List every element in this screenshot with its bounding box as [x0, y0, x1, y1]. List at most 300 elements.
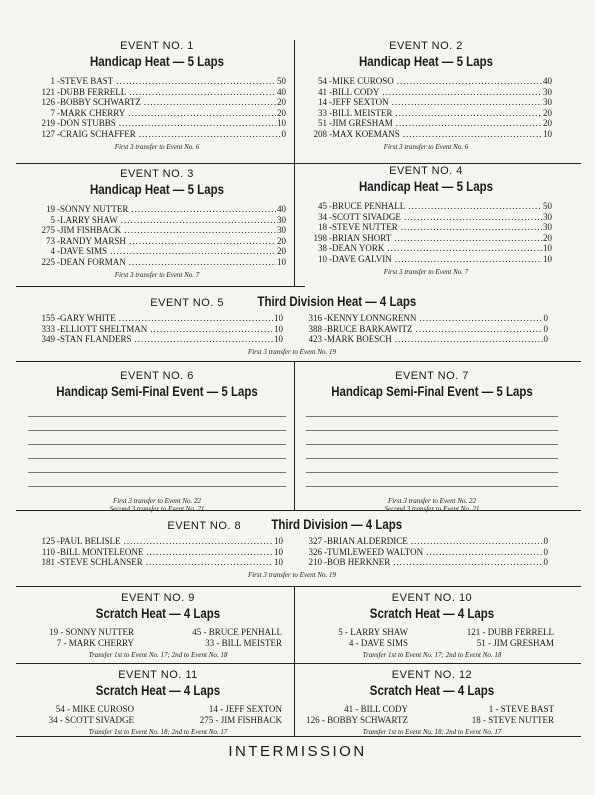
rider-right: 18 - STEVE NUTTER: [471, 714, 554, 725]
rider-name: STEVE NUTTER: [332, 222, 398, 233]
rider-left: 126 - BOBBY SCHWARTZ: [306, 714, 408, 725]
blank-line: [306, 403, 558, 417]
blank-line: [28, 445, 286, 459]
transfer-note: First 3 transfer to Event No. 6: [383, 142, 469, 151]
event-number: EVENT NO. 7: [395, 370, 469, 382]
rider-name: STEVE SCHLANSER: [60, 557, 143, 568]
leader-dots: [146, 557, 273, 568]
event-2: [300, 40, 552, 151]
entry-row: [28, 225, 286, 236]
event-title: Handicap Heat — 5 Laps: [90, 53, 224, 69]
transfer-note: First 3 transfer to Event No. 19: [247, 347, 337, 356]
leader-dots: [401, 222, 542, 233]
handicap-value: 40: [277, 86, 286, 97]
handicap-value: 0: [543, 323, 548, 334]
separator-dash: -: [324, 546, 327, 557]
separator-dash: -: [57, 97, 60, 108]
handicap-value: 30: [543, 222, 552, 233]
blank-line: [306, 445, 558, 459]
rider-number: 327: [308, 536, 322, 546]
rider-number: 7: [50, 107, 55, 118]
separator-dash: -: [57, 323, 60, 334]
separator-dash: -: [57, 334, 60, 345]
rider-number: 38: [318, 243, 327, 254]
rider-name: STAN FLANDERS: [60, 334, 132, 345]
entry-row: [300, 118, 552, 129]
transfer-note-1: First 3 transfer to Event No. 22: [112, 497, 202, 505]
pair-row: [306, 704, 558, 715]
leader-dots: [416, 324, 543, 335]
rider-name: BRIAN SHORT: [332, 232, 392, 243]
handicap-value: 40: [277, 204, 286, 214]
rider-name: DEAN FORMAN: [60, 256, 126, 267]
rider-name: BILL MONTELEONE: [60, 546, 144, 557]
handicap-value: 0: [543, 313, 548, 323]
entry-row: [28, 547, 283, 558]
event-1: [28, 40, 286, 151]
leader-dots: [129, 236, 276, 247]
handicap-value: 30: [277, 214, 286, 225]
handicap-value: 10: [274, 334, 283, 345]
handicap-value: 10: [274, 546, 283, 557]
event-title: Scratch Heat — 4 Laps: [369, 605, 495, 621]
rider-number: 275: [41, 225, 55, 236]
event-number: EVENT NO. 2: [389, 40, 463, 52]
separator-dash: -: [57, 225, 60, 236]
separator-dash: -: [329, 76, 332, 86]
handicap-value: 10: [274, 536, 283, 546]
rider-name: KENNY LONNGRENN: [327, 313, 417, 323]
entry-row: [28, 87, 286, 98]
leader-dots: [393, 557, 542, 568]
entry-row: [300, 97, 552, 108]
pair-row: [30, 704, 286, 715]
rider-right: 33 - BILL MEISTER: [205, 637, 282, 648]
blank-line: [28, 473, 286, 487]
separator-dash: -: [57, 76, 60, 86]
separator-dash: -: [329, 86, 332, 97]
rider-name: BRUCE PENHALL: [332, 201, 406, 211]
transfer-note: First 3 transfer to Event No. 6: [114, 142, 200, 151]
entry-row: [295, 324, 548, 335]
entry-list: [28, 204, 286, 268]
separator-dash: -: [329, 253, 332, 264]
rider-left: 5 - LARRY SHAW: [338, 627, 408, 637]
transfer-note-1: First 3 transfer to Event No. 22: [387, 497, 477, 505]
entry-row: [300, 108, 552, 119]
separator-dash: -: [329, 97, 332, 108]
handicap-value: 20: [277, 246, 286, 257]
rider-number: 10: [318, 253, 327, 264]
rider-name: LARRY SHAW: [60, 214, 118, 225]
event-number: EVENT NO. 1: [120, 40, 194, 52]
transfer-note-2: Second 3 transfer to Event No. 21: [109, 505, 205, 513]
rider-left: 19 - SONNY NUTTER: [49, 627, 134, 637]
event-number: EVENT NO. 4: [389, 165, 463, 177]
event-number: EVENT NO. 12: [391, 669, 473, 681]
entry-list-left: [28, 313, 283, 345]
transfer-note: First 3 transfer to Event No. 7: [114, 270, 200, 279]
rider-name: BRIAN ALDERDICE: [327, 536, 408, 546]
event-title: Handicap Semi-Final Event — 5 Laps: [56, 383, 258, 399]
rider-name: PAUL BELISLE: [60, 536, 121, 546]
leader-dots: [146, 547, 273, 558]
rider-name: MARK BOESCH: [327, 334, 392, 345]
rider-number: 45: [318, 201, 327, 211]
entry-row: [300, 212, 552, 223]
handicap-value: 10: [277, 256, 286, 267]
rider-name: JEFF SEXTON: [332, 97, 389, 108]
leader-dots: [395, 108, 542, 119]
rider-name: STEVE BAST: [60, 76, 114, 86]
blank-line: [28, 417, 286, 431]
event-header: [28, 515, 556, 532]
entry-row: [28, 76, 286, 87]
rider-number: 423: [308, 334, 322, 345]
entry-list-left: [28, 536, 283, 568]
transfer-note-2: Second 3 transfer to Event No. 21: [384, 505, 480, 513]
leader-dots: [128, 108, 276, 119]
entry-list-right: [295, 313, 548, 345]
rider-number: 198: [313, 232, 327, 243]
pair-list: [306, 704, 558, 725]
rider-name: DEAN YORK: [332, 243, 385, 254]
event-number: EVENT NO. 3: [120, 168, 194, 180]
entry-row: [295, 547, 548, 558]
rider-number: 208: [313, 128, 327, 139]
entry-row: [300, 222, 552, 233]
rider-number: 127: [41, 128, 55, 139]
entry-row: [295, 557, 548, 568]
pair-list: [30, 627, 286, 648]
entry-row: [300, 201, 552, 212]
rider-right: 1 - STEVE BAST: [488, 704, 554, 714]
separator-dash: -: [57, 204, 60, 214]
separator-dash: -: [324, 334, 327, 345]
pair-row: [30, 638, 286, 649]
rider-number: 210: [308, 557, 322, 568]
rider-number: 19: [46, 204, 55, 214]
blank-line: [306, 459, 558, 473]
entry-row: [28, 324, 283, 335]
handicap-value: 20: [543, 232, 552, 243]
separator-dash: -: [57, 235, 60, 246]
separator-dash: -: [329, 222, 332, 233]
entry-row: [28, 313, 283, 324]
rider-number: 18: [318, 222, 327, 233]
rider-right: 275 - JIM FISHBACK: [199, 714, 282, 725]
entry-row: [295, 334, 548, 345]
leader-dots: [404, 212, 542, 223]
handicap-value: 10: [274, 323, 283, 334]
rider-left: 34 - SCOTT SIVADGE: [48, 714, 134, 725]
leader-dots: [131, 204, 276, 215]
separator-dash: -: [329, 201, 332, 211]
entry-row: [295, 536, 548, 547]
entry-list: [300, 76, 552, 140]
entry-row: [28, 236, 286, 247]
separator-dash: -: [329, 118, 332, 129]
rider-name: CRAIG SCHAFFER: [60, 128, 136, 139]
leader-dots: [116, 76, 276, 87]
event-8: [28, 515, 556, 579]
rider-number: 316: [308, 313, 322, 323]
leader-dots: [396, 118, 542, 129]
handicap-value: 0: [543, 546, 548, 557]
separator-dash: -: [57, 128, 60, 139]
pair-row: [306, 715, 558, 726]
separator-dash: -: [57, 557, 60, 568]
separator-dash: -: [57, 536, 60, 546]
entry-row: [300, 87, 552, 98]
rider-name: BILL CODY: [332, 86, 380, 97]
rider-name: BILL MEISTER: [332, 107, 393, 118]
leader-dots: [121, 215, 276, 226]
event-number: EVENT NO. 5: [150, 297, 225, 309]
event-7: [306, 370, 558, 513]
leader-dots: [129, 87, 276, 98]
blank-line: [306, 417, 558, 431]
entry-row: [28, 536, 283, 547]
leader-dots: [408, 201, 542, 212]
separator-dash: -: [329, 232, 332, 243]
entry-row: [300, 129, 552, 140]
entry-columns: [28, 536, 556, 568]
entry-row: [300, 243, 552, 254]
divider-h-5: [16, 586, 581, 587]
handicap-value: 50: [543, 201, 552, 211]
leader-dots: [150, 324, 273, 335]
leader-dots: [119, 313, 273, 324]
rider-number: 388: [308, 323, 322, 334]
rider-number: 34: [318, 211, 327, 222]
divider-h-6: [16, 663, 581, 664]
entry-row: [28, 118, 286, 129]
rider-left: 54 - MIKE CUROSO: [55, 704, 134, 714]
entry-row: [28, 557, 283, 568]
transfer-note: Transfer 1st to Event No. 17; 2nd to Event No. 18: [362, 651, 502, 660]
transfer-note: Transfer 1st to Event No. 18; 2nd to Event No. 17: [88, 728, 228, 737]
blank-line: [306, 431, 558, 445]
pair-row: [306, 627, 558, 638]
rider-number: 73: [46, 235, 55, 246]
rider-name: TUMLEWEED WALTON: [327, 546, 424, 557]
handicap-value: 30: [543, 211, 552, 222]
rider-number: 54: [318, 76, 327, 86]
leader-dots: [135, 334, 273, 345]
blank-entry-lines: [306, 403, 558, 487]
separator-dash: -: [57, 118, 60, 129]
event-header: [28, 292, 556, 309]
separator-dash: -: [329, 243, 332, 254]
separator-dash: -: [324, 313, 327, 323]
divider-h-3: [16, 361, 581, 362]
rider-name: SONNY NUTTER: [60, 204, 129, 214]
pair-row: [30, 715, 286, 726]
handicap-value: 10: [543, 128, 552, 139]
divider-v-1: [294, 40, 295, 164]
separator-dash: -: [324, 557, 327, 568]
rider-number: 333: [41, 323, 55, 334]
leader-dots: [397, 76, 542, 87]
rider-number: 349: [41, 334, 55, 345]
event-title: Scratch Heat — 4 Laps: [95, 682, 221, 698]
separator-dash: -: [57, 86, 60, 97]
transfer-note: Transfer 1st to Event No. 18; 2nd to Event No. 17: [362, 728, 502, 737]
event-title: Scratch Heat — 4 Laps: [369, 682, 495, 698]
rider-right: 45 - BRUCE PENHALL: [192, 627, 282, 637]
divider-v-3: [294, 361, 295, 511]
rider-name: GARY WHITE: [60, 313, 116, 323]
leader-dots: [387, 243, 542, 254]
event-title: Third Division Heat — 4 Laps: [257, 293, 417, 309]
handicap-value: 20: [543, 118, 552, 129]
handicap-value: 10: [543, 253, 552, 264]
leader-dots: [110, 246, 276, 257]
rider-right: 121 - DUBB FERRELL: [466, 627, 554, 637]
separator-dash: -: [329, 211, 332, 222]
event-number: EVENT NO. 9: [121, 592, 195, 604]
rider-name: JIM GRESHAM: [332, 118, 393, 129]
entry-row: [300, 254, 552, 265]
entry-row: [28, 257, 286, 268]
rider-left: 41 - BILL CODY: [344, 704, 408, 714]
leader-dots: [382, 87, 542, 98]
rider-name: SCOTT SIVADGE: [332, 211, 401, 222]
handicap-value: 20: [543, 107, 552, 118]
leader-dots: [411, 536, 543, 547]
rider-number: 4: [50, 246, 55, 257]
handicap-value: 20: [277, 97, 286, 108]
leader-dots: [124, 225, 276, 236]
separator-dash: -: [324, 323, 327, 334]
handicap-value: 0: [281, 128, 286, 139]
separator-dash: -: [329, 128, 332, 139]
blank-line: [28, 459, 286, 473]
event-title: Third Division — 4 Laps: [271, 516, 403, 532]
rider-left: 7 - MARK CHERRY: [56, 637, 134, 648]
separator-dash: -: [57, 214, 60, 225]
leader-dots: [395, 254, 542, 265]
divider-v-2: [294, 163, 295, 287]
rider-number: 5: [50, 214, 55, 225]
handicap-value: 0: [543, 334, 548, 345]
rider-number: 33: [318, 107, 327, 118]
rider-name: BRUCE BARKAWITZ: [327, 323, 413, 334]
rider-name: RANDY MARSH: [60, 235, 126, 246]
entry-list-right: [295, 536, 548, 568]
event-3: [28, 168, 286, 279]
blank-line: [28, 403, 286, 417]
pair-row: [30, 627, 286, 638]
separator-dash: -: [57, 246, 60, 257]
rider-number: 155: [41, 313, 55, 323]
entry-row: [28, 334, 283, 345]
entry-row: [300, 76, 552, 87]
rider-number: 181: [41, 557, 55, 568]
handicap-value: 40: [543, 76, 552, 86]
pair-row: [306, 638, 558, 649]
rider-number: 51: [318, 118, 327, 129]
handicap-value: 30: [277, 225, 286, 236]
handicap-value: 50: [277, 76, 286, 86]
separator-dash: -: [57, 546, 60, 557]
handicap-value: 0: [543, 536, 548, 546]
event-title: Handicap Heat — 5 Laps: [359, 178, 493, 194]
rider-number: 14: [318, 97, 327, 108]
event-6: [28, 370, 286, 513]
rider-name: DAVE SIMS: [60, 246, 108, 257]
handicap-value: 10: [274, 313, 283, 323]
event-9: [30, 592, 286, 659]
entry-list: [28, 76, 286, 140]
rider-right: 14 - JEFF SEXTON: [208, 704, 282, 714]
entry-columns: [28, 313, 556, 345]
rider-number: 125: [41, 536, 55, 546]
rider-name: BOB HERKNER: [327, 557, 391, 568]
divider-v-4: [294, 586, 295, 736]
entry-list: [300, 201, 552, 265]
separator-dash: -: [57, 313, 60, 323]
entry-row: [300, 233, 552, 244]
transfer-note: First 3 transfer to Event No. 7: [383, 267, 469, 276]
rider-name: BOBBY SCHWARTZ: [60, 97, 141, 108]
event-number: EVENT NO. 6: [120, 370, 194, 382]
event-title: Scratch Heat — 4 Laps: [95, 605, 221, 621]
handicap-value: 10: [277, 118, 286, 129]
rider-number: 121: [41, 86, 55, 97]
rider-number: 1: [50, 76, 55, 86]
leader-dots: [395, 334, 543, 345]
rider-name: MAX KOEMANS: [332, 128, 400, 139]
rider-right: 51 - JIM GRESHAM: [476, 637, 554, 648]
rider-name: DAVE GALVIN: [332, 253, 392, 264]
leader-dots: [124, 536, 273, 547]
handicap-value: 10: [274, 557, 283, 568]
event-title: Handicap Semi-Final Event — 5 Laps: [331, 383, 533, 399]
rider-name: MIKE CUROSO: [332, 76, 394, 86]
rider-number: 225: [41, 256, 55, 267]
leader-dots: [392, 97, 542, 108]
blank-entry-lines: [28, 403, 286, 487]
separator-dash: -: [57, 107, 60, 118]
rider-number: 326: [308, 546, 322, 557]
rider-number: 219: [41, 118, 55, 129]
transfer-note: First 3 transfer to Event No. 19: [247, 570, 337, 579]
separator-dash: -: [57, 256, 60, 267]
leader-dots: [119, 118, 276, 129]
pair-list: [30, 704, 286, 725]
rider-name: ELLIOTT SHELTMAN: [60, 323, 148, 334]
event-title: Handicap Heat — 5 Laps: [90, 181, 224, 197]
event-number: EVENT NO. 10: [391, 592, 473, 604]
entry-row: [28, 108, 286, 119]
event-5: [28, 292, 556, 356]
entry-row: [295, 313, 548, 324]
rider-number: 126: [41, 97, 55, 108]
event-4: [300, 165, 552, 276]
rider-left: 4 - DAVE SIMS: [348, 637, 408, 648]
handicap-value: 10: [543, 243, 552, 254]
separator-dash: -: [329, 107, 332, 118]
handicap-value: 20: [277, 235, 286, 246]
rider-name: MARK CHERRY: [60, 107, 126, 118]
rider-number: 110: [41, 546, 55, 557]
rider-name: DON STUBBS: [60, 118, 116, 129]
rider-name: DUBB FERRELL: [60, 86, 127, 97]
transfer-note: Transfer 1st to Event No. 17; 2nd to Event No. 18: [88, 651, 228, 660]
blank-line: [306, 473, 558, 487]
